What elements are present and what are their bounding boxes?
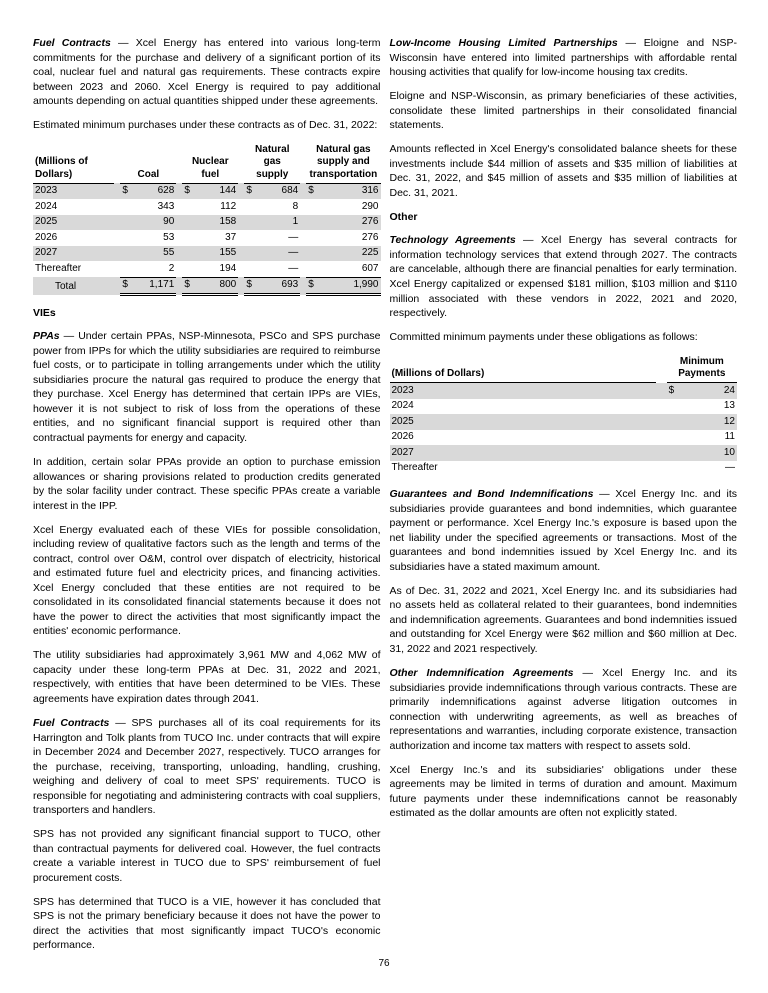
- table-row-2024: [33, 199, 381, 215]
- paragraph-eloigne: Eloigne and NSP-Wisconsin, as primary beneficiaries of these activities, consolidate these limited partnerships in their consolidated financial statements.: [389, 90, 737, 132]
- paragraph-estimated-intro: Estimated minimum purchases under these contracts as of Dec. 31, 2022:: [33, 119, 378, 132]
- cell-value: —: [256, 246, 301, 262]
- currency-symbol: [244, 246, 255, 262]
- fuel-purchases-table: [33, 142, 381, 296]
- cell-value: 144: [194, 183, 239, 199]
- cell-value: 290: [361, 200, 379, 212]
- currency-symbol: [182, 230, 193, 246]
- spacer-cell: [656, 461, 666, 477]
- row-label: 2027: [390, 445, 657, 461]
- currency-symbol: [667, 430, 680, 446]
- currency-symbol: $: [120, 277, 131, 295]
- cell-value: 1,990: [317, 277, 380, 295]
- currency-symbol: $: [667, 383, 680, 399]
- column-header-minimum-payments: Minimum Payments: [667, 354, 737, 383]
- currency-symbol: [182, 199, 193, 215]
- cell-value: 800: [194, 277, 239, 295]
- paragraph-text: — Xcel Energy has several contracts for information technology services that extend through 2027. The contracts are cancelable, although there are financial penalties for early termination. Xcel Energy capitalized or expensed $181 million, $103 million and $110 million associated with these vendors in 2022, 2021 and 2020, respectively.: [389, 234, 737, 320]
- row-label: 2023: [33, 183, 114, 199]
- spacer-cell: [656, 430, 666, 446]
- currency-symbol: [306, 261, 317, 277]
- cell-value: 158: [194, 215, 239, 231]
- left-column: [33, 36, 381, 963]
- cell-value: 13: [723, 400, 735, 412]
- column-header-natural-gas-transportation: Natural gas supply and transportation: [306, 142, 380, 183]
- cell-value: 2: [168, 262, 175, 274]
- currency-symbol: [244, 215, 255, 231]
- table-row-2027: [33, 246, 381, 262]
- paragraph-text: — Eloigne and NSP-Wisconsin have entered into limited partnerships with affordable rental housing activities that qualify for low-income housing tax credits.: [389, 37, 737, 79]
- cell-value: 11: [724, 431, 735, 443]
- table-row-2026: [33, 230, 381, 246]
- table-row-2025: [33, 215, 381, 231]
- paragraph-text: — SPS purchases all of its coal requirements for its Harrington and Tolk plants from TUCO Inc. under contracts that will expire in December 2024 and December 2027, respectively. TUCO arranges for the purchase, receiving, transporting, unloading, handling, crushing, weighing and delivery of coal to meet SPS' requirements. TUCO is responsible for negotiating and administering contracts with coal suppliers, transporters and handlers.: [33, 717, 381, 817]
- cell-value: 225: [317, 246, 380, 262]
- currency-symbol: [244, 199, 255, 215]
- cell-value: 1: [256, 215, 301, 231]
- currency-symbol: [182, 246, 193, 262]
- paragraph-vie-evaluation: Xcel Energy evaluated each of these VIEs for possible consolidation, including review of qualitative factors such as the length and terms of the contract, control over O&M, control over dispatch of electricity, historical and estimated future fuel and electricity prices, and financing activities. Xcel Energy concluded that these entities are not required to be consolidated in its consolidated financial statements because it does not have the power to direct the activities that most significantly impact the entities' economic performance.: [33, 523, 381, 638]
- section-heading-vies: VIEs: [33, 307, 56, 320]
- paragraph-guarantees: [390, 487, 738, 574]
- cell-value: 10: [680, 445, 737, 461]
- row-label: 2026: [35, 231, 58, 243]
- currency-symbol: $: [182, 277, 193, 295]
- cell-value: 55: [132, 246, 177, 262]
- table-header-row: [33, 142, 381, 183]
- paragraph-fuel-contracts: [33, 36, 381, 109]
- row-label: Thereafter: [391, 462, 438, 474]
- paragraph-ppas: [33, 329, 381, 445]
- table-row-thereafter: [33, 261, 381, 277]
- cell-value: —: [288, 262, 299, 274]
- row-label: 2024: [391, 400, 414, 412]
- table-row-total: [33, 277, 381, 295]
- column-header-millions: (Millions of Dollars): [390, 354, 657, 383]
- cell-value: 1,171: [132, 277, 177, 295]
- row-label: 2025: [390, 414, 657, 430]
- paragraph-sps-support: SPS has not provided any significant financial support to TUCO, other than contractual payments for delivered coal. However, the fuel contracts create a variable interest in TUCO due to SPS' reimbursement of fuel procurement costs.: [33, 828, 381, 884]
- currency-symbol: [306, 215, 317, 231]
- paragraph-low-income-housing: [390, 36, 738, 80]
- cell-value: 37: [225, 231, 237, 243]
- cell-value: 155: [194, 246, 239, 262]
- currency-symbol: [667, 445, 680, 461]
- table-row-2027: [390, 445, 738, 461]
- column-header-coal: Coal: [120, 142, 176, 183]
- row-label: 2027: [33, 246, 114, 262]
- spacer-cell: [656, 354, 666, 383]
- paragraph-text: — Xcel Energy Inc. and its subsidiaries provide indemnifications through various contracts. These are primarily indemnifications against adverse litigation outcomes in connection with underwriting agreements, as well as breaches of representations and warranties, including corporate existence, transaction authorization and income tax matters with respect to assets sold.: [389, 666, 737, 752]
- run-in-heading-low-income: Low-Income Housing Limited Partnerships: [389, 37, 618, 49]
- paragraph-ppa-capacity: The utility subsidiaries had approximately 3,961 MW and 4,062 MW of capacity under these long-term PPAs at Dec. 31, 2022 and 2021, respectively, with entities that have been determined to be VIEs. These agreements have expiration dates through 2041.: [33, 649, 381, 705]
- cell-value: 316: [317, 183, 380, 199]
- cell-value: 8: [292, 200, 299, 212]
- paragraph-text: — Xcel Energy Inc. and its subsidiaries provide guarantees and bond indemnities, which guarantee payment or performance. Xcel Energy Inc.'s exposure is based upon the net liability under the specified agreements or transactions. Most of the guarantees and bond indemnities issued by Xcel Energy Inc. and its subsidiaries have a stated maximum amount.: [389, 488, 737, 573]
- table-row-2026: [390, 430, 738, 446]
- currency-symbol: [120, 215, 131, 231]
- cell-value: 276: [317, 215, 380, 231]
- paragraph-technology-agreements: [390, 233, 738, 320]
- paragraph-fuel-contracts-sps: [33, 716, 381, 818]
- cell-value: 90: [132, 215, 177, 231]
- currency-symbol: [306, 246, 317, 262]
- paragraph-collateral: As of Dec. 31, 2022 and 2021, Xcel Energy Inc. and its subsidiaries had no assets held as collateral related to their guarantees, bond indemnities and indemnification agreements. Guarantees and bond indemnities issued and outstanding for Xcel Energy were $62 million and $60 million at Dec. 31, 2022 and 2021 respectively.: [389, 584, 737, 655]
- cell-value: 53: [163, 231, 175, 243]
- column-header-nuclear-fuel: Nuclear fuel: [182, 142, 238, 183]
- table-row-2025: [390, 414, 738, 430]
- paragraph-obligations: Xcel Energy Inc.'s and its subsidiaries' obligations under these agreements may be limited in terms of duration and amount. Maximum future payments under these indemnifications cannot be reasonably estimated as the dollar amounts are often not explicitly stated.: [389, 763, 737, 820]
- cell-value: 276: [361, 231, 379, 243]
- row-label: 2025: [33, 215, 114, 231]
- currency-symbol: $: [120, 183, 131, 199]
- row-label: 2026: [391, 431, 414, 443]
- currency-symbol: [244, 261, 255, 277]
- currency-symbol: $: [244, 183, 255, 199]
- table-row-2024: [390, 399, 738, 415]
- cell-value: 684: [256, 183, 301, 199]
- two-column-layout: [33, 36, 737, 963]
- spacer-cell: [656, 445, 666, 461]
- currency-symbol: [667, 399, 680, 415]
- row-label: 2023: [390, 383, 657, 399]
- cell-value: 693: [256, 277, 301, 295]
- cell-value: 24: [680, 383, 737, 399]
- currency-symbol: [667, 414, 680, 430]
- currency-symbol: [182, 215, 193, 231]
- currency-symbol: [306, 230, 317, 246]
- currency-symbol: [244, 230, 255, 246]
- page-number: 76: [378, 958, 390, 969]
- table-row-2023: [33, 183, 381, 199]
- cell-value: 343: [157, 200, 175, 212]
- currency-symbol: $: [244, 277, 255, 295]
- run-in-heading-technology: Technology Agreements: [389, 234, 516, 247]
- cell-value: 194: [219, 262, 237, 274]
- row-label-total: Total: [33, 277, 114, 295]
- spacer-cell: [656, 383, 666, 399]
- currency-symbol: [182, 261, 193, 277]
- currency-symbol: $: [182, 183, 193, 199]
- run-in-heading-fuel-contracts: Fuel Contracts: [33, 37, 111, 49]
- currency-symbol: [120, 199, 131, 215]
- paragraph-text: — Under certain PPAs, NSP-Minnesota, PSCo and SPS purchase power from IPPs for which the utility subsidiaries are required to reimburse fuel costs, or to participate in tolling arrangements under which the utility subsidiaries procure the natural gas required to produce the energy that they purchase. Xcel Energy has determined that certain IPPs are VIEs, however it is not subject to risk of loss from the operations of these entities, and no significant financial support is required other than contractual payments for energy and capacity.: [33, 330, 381, 444]
- cell-value: —: [288, 231, 299, 243]
- cell-value: 12: [680, 414, 737, 430]
- section-heading-other: Other: [389, 211, 418, 224]
- run-in-heading-ppas: PPAs: [33, 330, 60, 343]
- currency-symbol: [667, 461, 680, 477]
- minimum-payments-table: [390, 354, 738, 476]
- column-header-natural-gas-supply: Natural gas supply: [244, 142, 300, 183]
- currency-symbol: $: [306, 183, 317, 199]
- column-header-millions: (Millions of Dollars): [33, 142, 114, 183]
- cell-value: 628: [132, 183, 177, 199]
- currency-symbol: [120, 246, 131, 262]
- cell-value: 112: [220, 200, 237, 212]
- currency-symbol: [120, 230, 131, 246]
- spacer-cell: [656, 399, 666, 415]
- table-row-2023: [390, 383, 738, 399]
- table-header-row: [390, 354, 738, 383]
- paragraph-sps-vie: SPS has determined that TUCO is a VIE, however it has concluded that SPS is not the primary beneficiary because it does not have the power to direct the activities that most significantly impact TUCO's economic performance.: [33, 895, 381, 952]
- currency-symbol: $: [306, 277, 317, 295]
- run-in-heading-fuel-contracts-sps: Fuel Contracts: [33, 717, 110, 730]
- paragraph-text: — Xcel Energy has entered into various long-term commitments for the purchase and delivery of a significant portion of its coal, nuclear fuel and natural gas requirements. These contracts expire between 2023 and 2060. Xcel Energy is required to pay additional amounts depending on actual quantities shipped under these agreements.: [33, 37, 381, 108]
- currency-symbol: [306, 199, 317, 215]
- spacer-cell: [656, 414, 666, 430]
- paragraph-balance-sheet-amounts: Amounts reflected in Xcel Energy's consolidated balance sheets for these investments include $44 million of assets and $35 million of liabilities at Dec. 31, 2022, and $45 million of assets and $35 million of liabilities at Dec. 31, 2021.: [389, 143, 737, 199]
- currency-symbol: [120, 261, 131, 277]
- paragraph-solar-ppas: In addition, certain solar PPAs provide an option to purchase emission allowances or sharing provisions related to production credits generated by the solar facility under contract. These specific PPAs create a variable interest in the IPP.: [33, 456, 381, 512]
- row-label: 2024: [35, 200, 58, 212]
- paragraph-other-indemnification: [390, 666, 738, 753]
- run-in-heading-guarantees: Guarantees and Bond Indemnifications: [389, 488, 594, 501]
- table-row-thereafter: [390, 461, 738, 477]
- cell-value: —: [725, 462, 735, 474]
- right-column: [390, 36, 738, 963]
- cell-value: 607: [361, 262, 379, 274]
- row-label: Thereafter: [35, 263, 82, 275]
- paragraph-committed-intro: Committed minimum payments under these obligations as follows:: [389, 331, 698, 344]
- run-in-heading-other-indemnification: Other Indemnification Agreements: [389, 666, 574, 679]
